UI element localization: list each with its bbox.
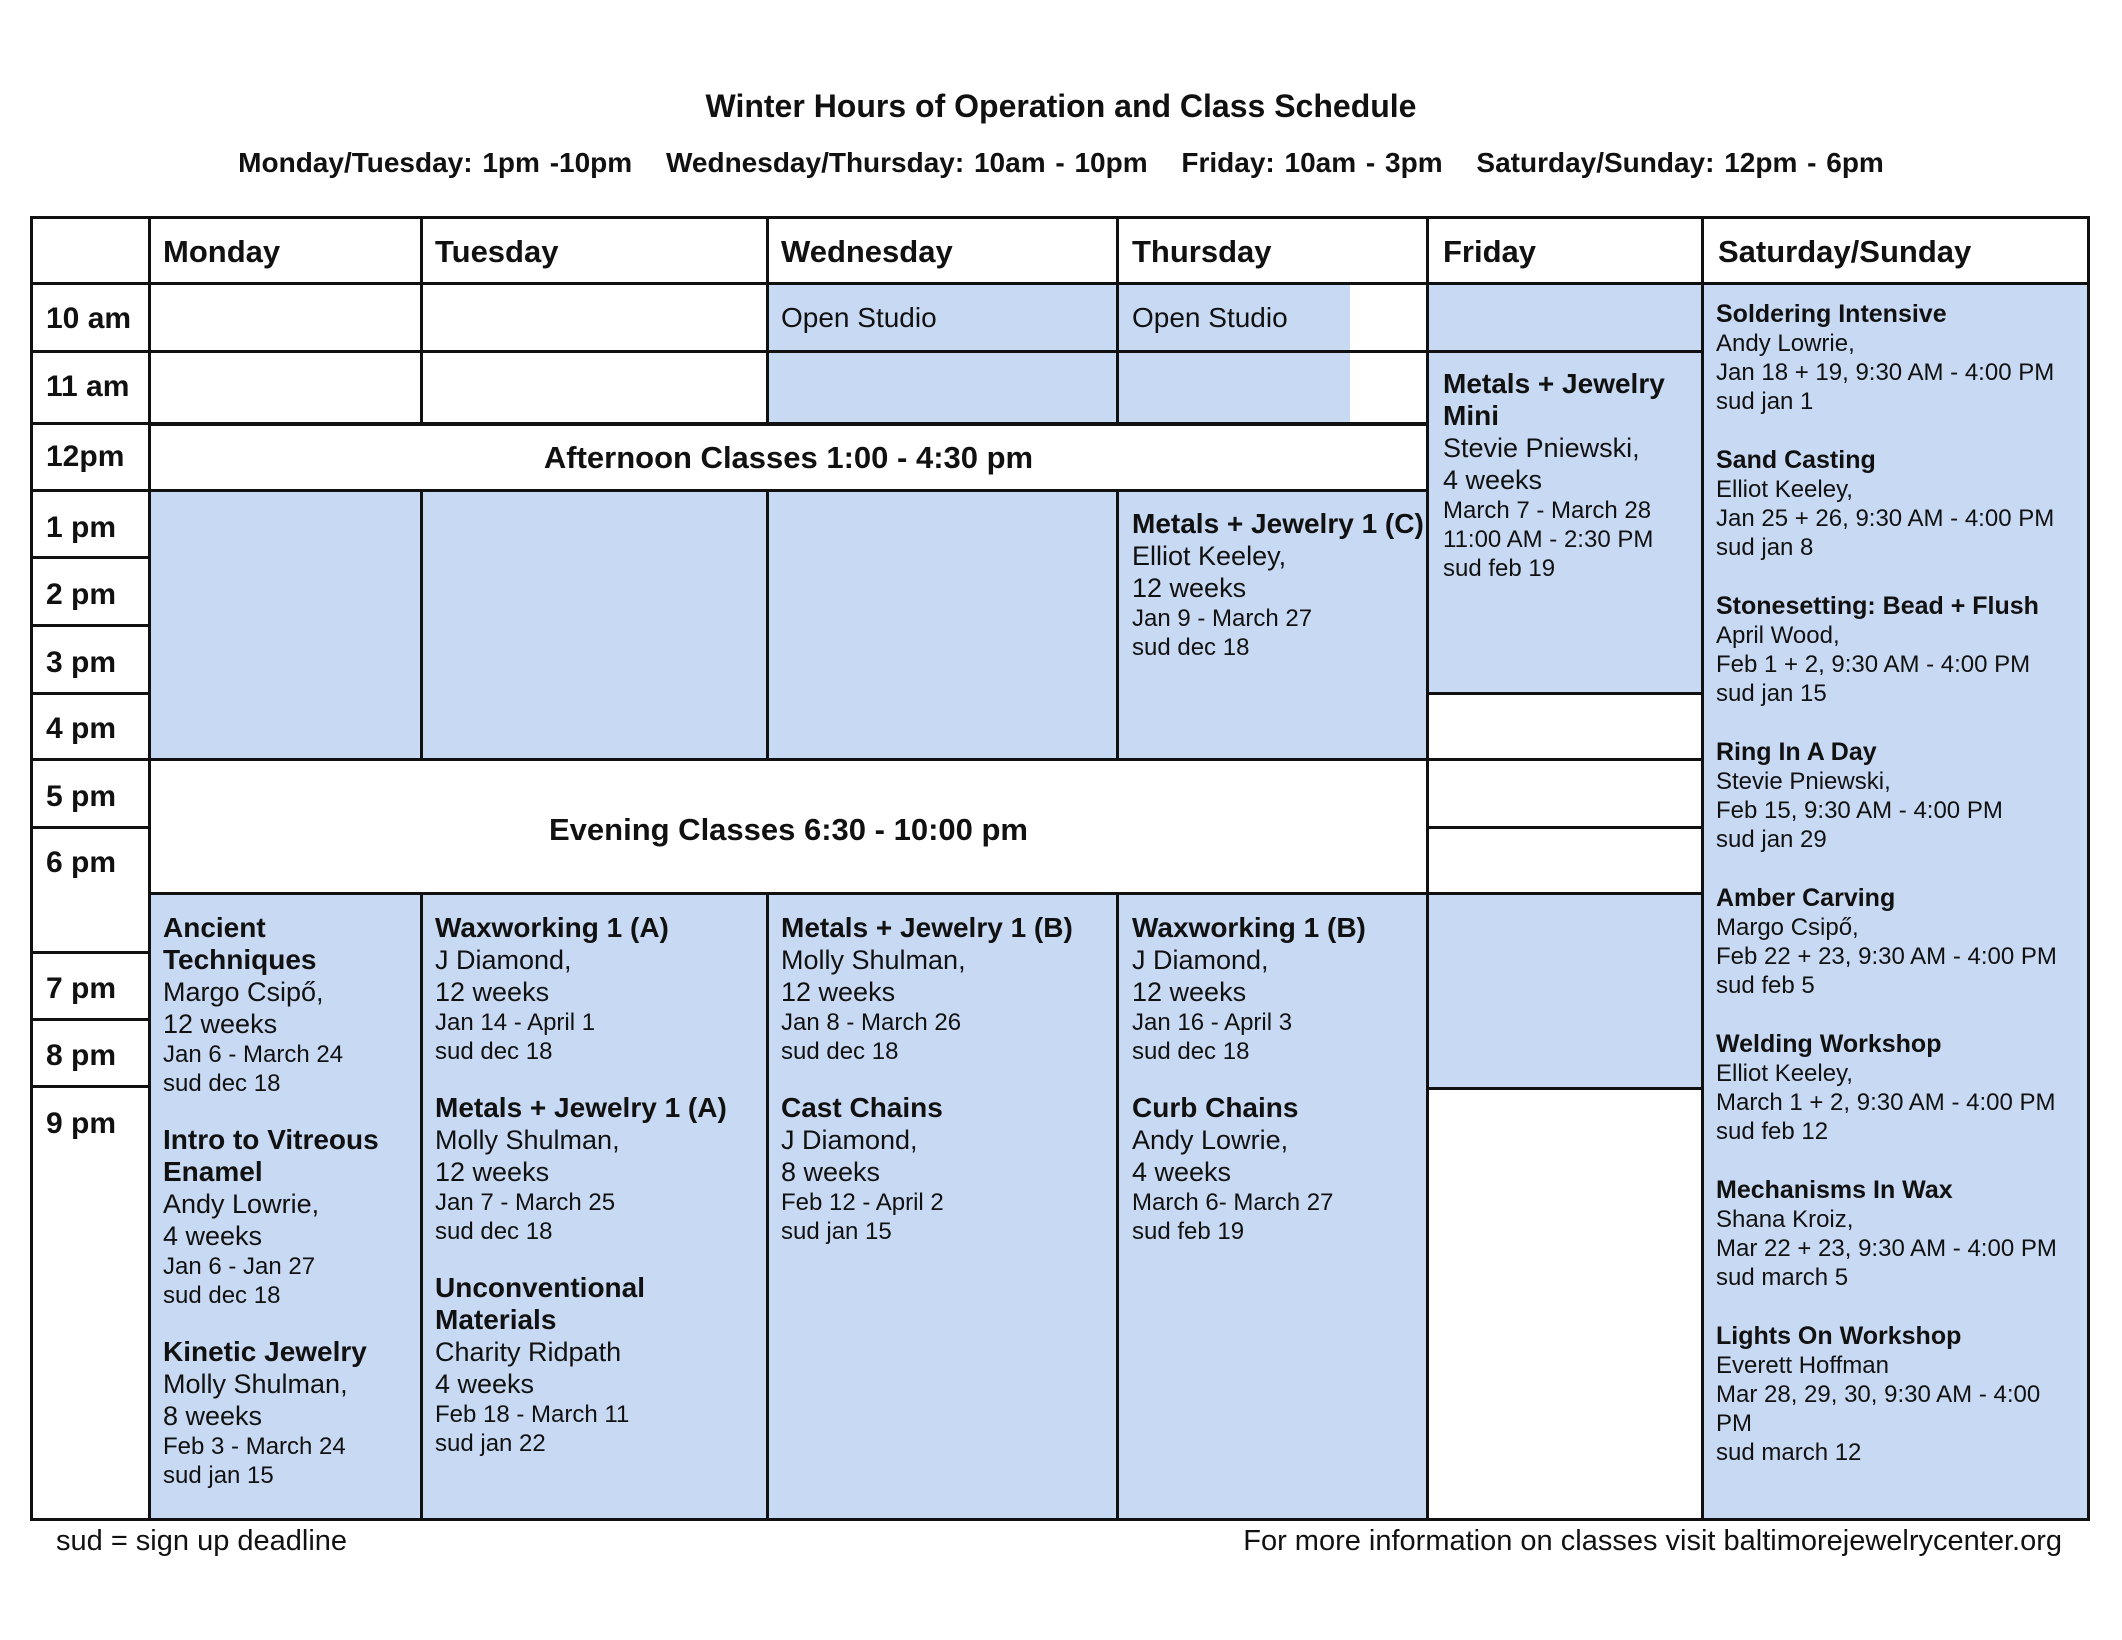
class-sud: sud dec 18 bbox=[435, 1038, 553, 1065]
time-label: 9 pm bbox=[46, 1107, 117, 1140]
row-line bbox=[30, 556, 150, 559]
row-line bbox=[148, 350, 1428, 353]
class-sud: sud dec 18 bbox=[435, 1218, 553, 1245]
header-tuesday: Tuesday bbox=[435, 234, 559, 269]
class-sud: sud feb 19 bbox=[1132, 1218, 1245, 1245]
hours-fri: Friday: 10am - 3pm bbox=[1181, 147, 1443, 178]
row-line bbox=[30, 951, 150, 954]
thursday-afternoon-class bbox=[1132, 508, 1427, 662]
workshop-entry bbox=[1716, 738, 2076, 854]
row-line bbox=[30, 758, 150, 761]
workshop-when: Feb 15, 9:30 AM - 4:00 PM bbox=[1716, 797, 2003, 824]
thursday-evening-classes bbox=[1132, 912, 1422, 1246]
friday-class bbox=[1443, 368, 1693, 583]
time-label: 1 pm bbox=[46, 511, 117, 544]
workshop-entry bbox=[1716, 592, 2076, 708]
class-length: 4 weeks bbox=[163, 1221, 263, 1251]
class-instructor: Molly Shulman, bbox=[435, 1125, 620, 1155]
class-instructor: Charity Ridpath bbox=[435, 1337, 622, 1367]
class-length: 8 weeks bbox=[163, 1401, 263, 1431]
class-sud: sud feb 19 bbox=[1443, 555, 1556, 582]
class-length: 12 weeks bbox=[163, 1009, 278, 1039]
workshop-when: Jan 25 + 26, 9:30 AM - 4:00 PM bbox=[1716, 505, 2055, 532]
workshop-sud: sud march 12 bbox=[1716, 1439, 1862, 1466]
class-length: 12 weeks bbox=[781, 977, 896, 1007]
class-instructor: Elliot Keeley, bbox=[1132, 541, 1287, 571]
row-line bbox=[148, 489, 1428, 492]
class-dates: Feb 3 - March 24 bbox=[163, 1433, 346, 1460]
workshop-when: Feb 22 + 23, 9:30 AM - 4:00 PM bbox=[1716, 943, 2057, 970]
col-line bbox=[1701, 216, 1704, 1521]
workshop-sud: sud jan 29 bbox=[1716, 826, 1827, 853]
workshop-title: Ring In A Day bbox=[1716, 738, 1877, 766]
workshop-instructor: Margo Csipő, bbox=[1716, 914, 1859, 941]
workshop-entry bbox=[1716, 446, 2076, 562]
class-entry bbox=[1132, 1092, 1422, 1246]
time-label: 2 pm bbox=[46, 578, 117, 611]
row-line bbox=[1426, 1087, 1703, 1090]
class-entry bbox=[1132, 912, 1422, 1066]
hours-wed-thu: Wednesday/Thursday: 10am - 10pm bbox=[665, 147, 1148, 178]
header-saturday-sunday: Saturday/Sunday bbox=[1718, 234, 1972, 269]
afternoon-banner: Afternoon Classes 1:00 - 4:30 pm bbox=[543, 440, 1034, 475]
class-instructor: Molly Shulman, bbox=[781, 945, 966, 975]
class-time: 11:00 AM - 2:30 PM bbox=[1443, 526, 1654, 553]
workshop-instructor: Andy Lowrie, bbox=[1716, 330, 1855, 357]
workshop-title: Amber Carving bbox=[1716, 884, 1896, 912]
workshop-title: Mechanisms In Wax bbox=[1716, 1176, 1953, 1204]
class-length: 12 weeks bbox=[435, 1157, 550, 1187]
class-title: Waxworking 1 (A) bbox=[435, 912, 669, 943]
class-title: Ancient Techniques bbox=[163, 912, 317, 975]
header-monday: Monday bbox=[163, 234, 281, 269]
row-line bbox=[148, 424, 1428, 426]
class-title: Cast Chains bbox=[781, 1092, 943, 1123]
class-instructor: Andy Lowrie, bbox=[1132, 1125, 1289, 1155]
time-label: 5 pm bbox=[46, 780, 117, 813]
workshop-instructor: Elliot Keeley, bbox=[1716, 476, 1853, 503]
wednesday-open-studio: Open Studio bbox=[781, 302, 937, 333]
class-sud: sud dec 18 bbox=[163, 1282, 281, 1309]
row-line bbox=[1426, 350, 1703, 353]
class-title: Metals + Jewelry 1 (A) bbox=[435, 1092, 727, 1123]
row-line bbox=[30, 422, 150, 425]
class-entry bbox=[781, 1092, 1111, 1246]
time-label: 10 am bbox=[46, 302, 132, 335]
class-sud: sud dec 18 bbox=[1132, 634, 1250, 661]
header-wednesday: Wednesday bbox=[781, 234, 953, 269]
class-instructor: J Diamond, bbox=[1132, 945, 1269, 975]
workshop-when: Feb 1 + 2, 9:30 AM - 4:00 PM bbox=[1716, 651, 2031, 678]
workshop-title: Welding Workshop bbox=[1716, 1030, 1942, 1058]
wednesday-evening-classes bbox=[781, 912, 1111, 1246]
time-label: 7 pm bbox=[46, 972, 117, 1005]
class-title: Waxworking 1 (B) bbox=[1132, 912, 1366, 943]
workshop-title: Sand Casting bbox=[1716, 446, 1876, 474]
monday-evening-classes bbox=[163, 912, 413, 1490]
class-dates: March 7 - March 28 bbox=[1443, 497, 1652, 524]
class-sud: sud jan 22 bbox=[435, 1430, 546, 1457]
class-instructor: Margo Csipő, bbox=[163, 977, 324, 1007]
row-line bbox=[30, 692, 150, 695]
class-title: Metals + Jewelry 1 (C) bbox=[1132, 508, 1424, 539]
footer-legend: sud = sign up deadline bbox=[56, 1525, 348, 1557]
workshop-when: Mar 22 + 23, 9:30 AM - 4:00 PM bbox=[1716, 1235, 2057, 1262]
workshop-title: Lights On Workshop bbox=[1716, 1322, 1962, 1350]
class-sud: sud dec 18 bbox=[163, 1070, 281, 1097]
thursday-open-studio: Open Studio bbox=[1132, 302, 1288, 333]
row-line bbox=[1426, 826, 1703, 829]
class-dates: Jan 6 - Jan 27 bbox=[163, 1253, 316, 1280]
class-dates: Jan 7 - March 25 bbox=[435, 1189, 616, 1216]
class-instructor: Molly Shulman, bbox=[163, 1369, 348, 1399]
workshop-instructor: Stevie Pniewski, bbox=[1716, 768, 1891, 795]
col-line bbox=[1426, 216, 1429, 1521]
class-length: 4 weeks bbox=[435, 1369, 535, 1399]
class-title: Unconventional Materials bbox=[435, 1272, 646, 1335]
time-label: 8 pm bbox=[46, 1039, 117, 1072]
row-line bbox=[1426, 692, 1703, 695]
row-line bbox=[30, 489, 150, 492]
workshop-instructor: Shana Kroiz, bbox=[1716, 1206, 1854, 1233]
class-entry bbox=[435, 912, 760, 1066]
workshop-sud: sud feb 5 bbox=[1716, 972, 1815, 999]
class-entry bbox=[163, 1124, 413, 1310]
workshop-instructor: Everett Hoffman bbox=[1716, 1352, 1889, 1379]
time-label: 11 am bbox=[46, 370, 130, 403]
workshop-when: Mar 28, 29, 30, 9:30 AM - 4:00 PM bbox=[1716, 1381, 2041, 1437]
time-label: 4 pm bbox=[46, 712, 117, 745]
class-dates: Feb 12 - April 2 bbox=[781, 1189, 944, 1216]
time-label: 6 pm bbox=[46, 846, 117, 879]
class-sud: sud jan 15 bbox=[163, 1462, 274, 1489]
class-instructor: Stevie Pniewski, bbox=[1443, 433, 1640, 463]
class-instructor: J Diamond, bbox=[435, 945, 572, 975]
class-dates: Feb 18 - March 11 bbox=[435, 1401, 630, 1428]
class-title: Metals + Jewelry 1 (B) bbox=[781, 912, 1073, 943]
header-friday: Friday bbox=[1443, 234, 1537, 269]
class-length: 12 weeks bbox=[1132, 977, 1247, 1007]
class-length: 12 weeks bbox=[435, 977, 550, 1007]
header-divider bbox=[30, 282, 2090, 285]
class-entry bbox=[163, 1336, 413, 1490]
workshop-when: March 1 + 2, 9:30 AM - 4:00 PM bbox=[1716, 1089, 2056, 1116]
workshop-when: Jan 18 + 19, 9:30 AM - 4:00 PM bbox=[1716, 359, 2055, 386]
header-thursday: Thursday bbox=[1132, 234, 1272, 269]
workshop-entry bbox=[1716, 300, 2076, 416]
class-instructor: Andy Lowrie, bbox=[163, 1189, 320, 1219]
workshop-sud: sud jan 8 bbox=[1716, 534, 1814, 561]
workshop-sud: sud feb 12 bbox=[1716, 1118, 1829, 1145]
footer-info-link[interactable]: For more information on classes visit baltimorejewelrycenter.org bbox=[1243, 1525, 2062, 1557]
class-sud: sud jan 15 bbox=[781, 1218, 892, 1245]
class-dates: Jan 9 - March 27 bbox=[1132, 605, 1313, 632]
workshop-title: Stonesetting: Bead + Flush bbox=[1716, 592, 2039, 620]
tuesday-evening-classes bbox=[435, 912, 760, 1458]
class-entry bbox=[435, 1092, 760, 1246]
workshop-entry bbox=[1716, 1322, 2061, 1467]
class-entry bbox=[435, 1272, 760, 1458]
class-length: 12 weeks bbox=[1132, 573, 1247, 603]
row-line bbox=[30, 624, 150, 627]
class-title: Curb Chains bbox=[1132, 1092, 1299, 1123]
hours-of-operation bbox=[0, 147, 2122, 179]
class-title: Metals + Jewelry Mini bbox=[1443, 368, 1665, 431]
row-line bbox=[30, 1018, 150, 1021]
class-title: Intro to Vitreous Enamel bbox=[163, 1124, 379, 1187]
row-line bbox=[30, 1085, 150, 1088]
row-line bbox=[30, 826, 150, 829]
workshop-entry bbox=[1716, 1176, 2076, 1292]
workshop-instructor: April Wood, bbox=[1716, 622, 1840, 649]
time-label: 12pm bbox=[46, 440, 125, 473]
hours-mon-tue: Monday/Tuesday: 1pm -10pm bbox=[238, 147, 633, 178]
class-title: Kinetic Jewelry bbox=[163, 1336, 367, 1367]
workshop-title: Soldering Intensive bbox=[1716, 300, 1947, 328]
class-dates: Jan 16 - April 3 bbox=[1132, 1009, 1293, 1036]
weekend-workshops bbox=[1716, 300, 2076, 1497]
class-length: 4 weeks bbox=[1443, 465, 1543, 495]
class-length: 8 weeks bbox=[781, 1157, 881, 1187]
class-dates: Jan 6 - March 24 bbox=[163, 1041, 344, 1068]
class-instructor: J Diamond, bbox=[781, 1125, 918, 1155]
hours-sat-sun: Saturday/Sunday: 12pm - 6pm bbox=[1476, 147, 1884, 178]
class-sud: sud dec 18 bbox=[781, 1038, 899, 1065]
class-sud: sud dec 18 bbox=[1132, 1038, 1250, 1065]
workshop-sud: sud jan 15 bbox=[1716, 680, 1827, 707]
row-line bbox=[148, 892, 1428, 895]
class-entry bbox=[163, 912, 413, 1098]
time-label: 3 pm bbox=[46, 646, 117, 679]
page-title: Winter Hours of Operation and Class Schedule bbox=[705, 88, 1417, 124]
class-dates: Jan 14 - April 1 bbox=[435, 1009, 596, 1036]
row-line bbox=[1426, 892, 1703, 895]
class-entry bbox=[781, 912, 1111, 1066]
workshop-entry bbox=[1716, 884, 2076, 1000]
row-line bbox=[1426, 758, 1703, 761]
class-length: 4 weeks bbox=[1132, 1157, 1232, 1187]
workshop-entry bbox=[1716, 1030, 2076, 1146]
workshop-instructor: Elliot Keeley, bbox=[1716, 1060, 1853, 1087]
row-line bbox=[30, 350, 150, 353]
class-dates: Jan 8 - March 26 bbox=[781, 1009, 962, 1036]
workshop-sud: sud march 5 bbox=[1716, 1264, 1849, 1291]
workshop-sud: sud jan 1 bbox=[1716, 388, 1814, 415]
evening-banner: Evening Classes 6:30 - 10:00 pm bbox=[548, 812, 1028, 847]
class-dates: March 6- March 27 bbox=[1132, 1189, 1334, 1216]
